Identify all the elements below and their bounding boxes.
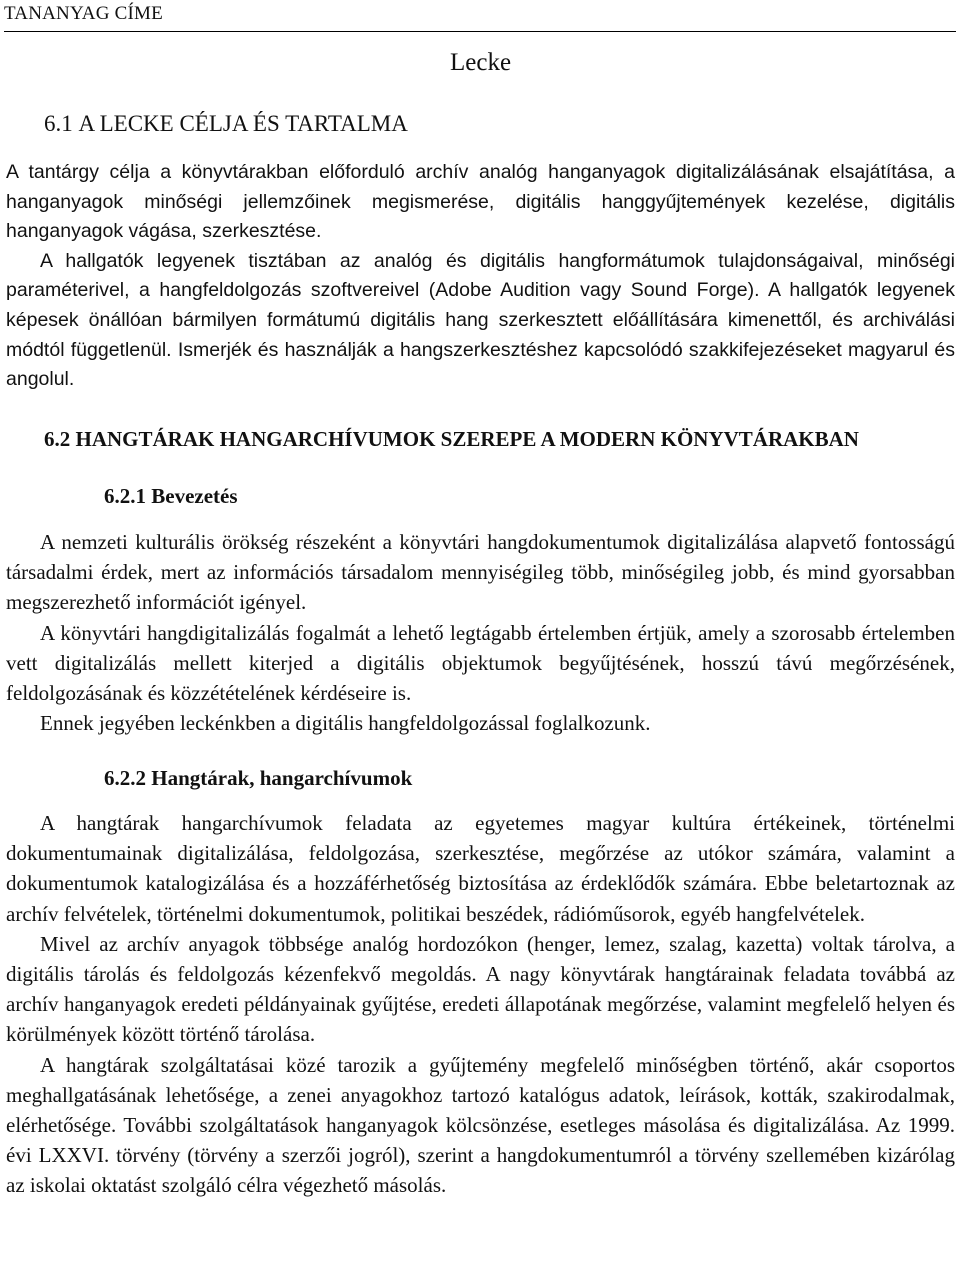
section-6-1-body (6, 158, 955, 395)
section-number: 6.1 (44, 111, 73, 136)
paragraph: A tantárgy célja a könyvtárakban előforduló archív analóg hanganyagok digitalizálásának elsajátítása, a hanganyagok minőségi jellemzőinek megismerése, digitális hanggyűjtemények kezelése, digitális hanganyagok vágása, szerkesztése. (6, 161, 955, 243)
subsection-6-2-2-heading: 6.2.2 Hangtárak, hangarchívumok (104, 766, 413, 790)
section-number: 6.2 (44, 427, 71, 451)
subsection-6-2-1-heading: 6.2.1 Bevezetés (104, 484, 238, 508)
section-6-2-heading (44, 427, 859, 452)
lesson-label: Lecke (450, 49, 512, 76)
paragraph: Ennek jegyében leckénkben a digitális hangfeldolgozással foglalkozunk. (40, 711, 651, 736)
section-6-1-heading (44, 111, 408, 137)
paragraph: Mivel az archív anyagok többsége analóg hordozókon (henger, lemez, szalag, kazetta) voltak tárolva, a digitális tárolás és feldolgozás kézenfekvő megoldás. A nagy könyvtárak hangtárainak feladata továbbá az archív hanganyagok eredeti példányainak gyűjtése, eredeti állapotának megőrzése, valamint megfelelő helyen és körülmények között történő tárolása. (6, 931, 955, 1047)
paragraph: A hangtárak szolgáltatásai közé tarozik a gyűjtemény megfelelő minőségben történő, akár csoportos meghallgatásának lehetősége, a zenei anyagokhoz tartozó katalógus adatok, leírások, kották, szakirodalmak, elérhetősége. További szolgáltatások hanganyagok kölcsönzése, esetleges másolása és digitalizálása. Az 1999. évi LXXVI. törvény (törvény a szerzői jogról), szerint a hangdokumentumról a törvény szellemében kizárólag az iskolai oktatást szolgáló célra végezhető másolás. (6, 1052, 955, 1198)
document-title: TANANYAG CÍME (4, 3, 163, 24)
section-title: HANGTÁRAK HANGARCHÍVUMOK SZEREPE A MODERN KÖNYVTÁRAKBAN (75, 427, 859, 451)
section-title: A LECKE CÉLJA ÉS TARTALMA (78, 111, 408, 136)
subsection-6-2-2-body (6, 808, 955, 1201)
subsection-6-2-1-body (6, 527, 955, 738)
paragraph: A könyvtári hangdigitalizálás fogalmát a lehető legtágabb értelemben értjük, amely a szorosabb értelemben vett digitalizálás mellett kiterjed a digitális objektumok begyűjtésének, hosszú távú megőrzésének, feldolgozásának és közzétételének kérdéseire is. (6, 620, 955, 706)
paragraph: A hallgatók legyenek tisztában az analóg és digitális hangformátumok tulajdonságaival, minőségi paraméterivel, a hangfeldolgozás szoftvereivel (Adobe Audition vagy Sound Forge). A hallgatók legyenek képesek önállóan bármilyen formátumú digitális hang szerkesztett előállítására kimenettől, és archiválási módtól függetlenül. Ismerjék és használják a hangszerkesztéshez kapcsolódó szakkifejezéseket magyarul és angolul. (6, 249, 955, 391)
paragraph: A nemzeti kulturális örökség részeként a könyvtári hangdokumentumok digitalizálása alapvető fontosságú társadalmi érdek, mert az információs társadalom mennyiségileg több, minőségileg jobb, és mind gyorsabban megszerezhető információt igényel. (6, 530, 955, 615)
page-header (4, 0, 956, 32)
paragraph: A hangtárak hangarchívumok feladata az egyetemes magyar kultúra értékeinek, történelmi dokumentumainak digitalizálása, feldolgozása, szerkesztése, megőrzése az utókor számára, valamint a dokumentumok katalogizálása és a hozzáférhetőség biztosítása az érdeklődők számára. Ebbe beletartoznak az archív felvételek, történelmi dokumentumok, politikai beszédek, rádióműsorok, egyéb hangfelvételek. (6, 811, 955, 926)
